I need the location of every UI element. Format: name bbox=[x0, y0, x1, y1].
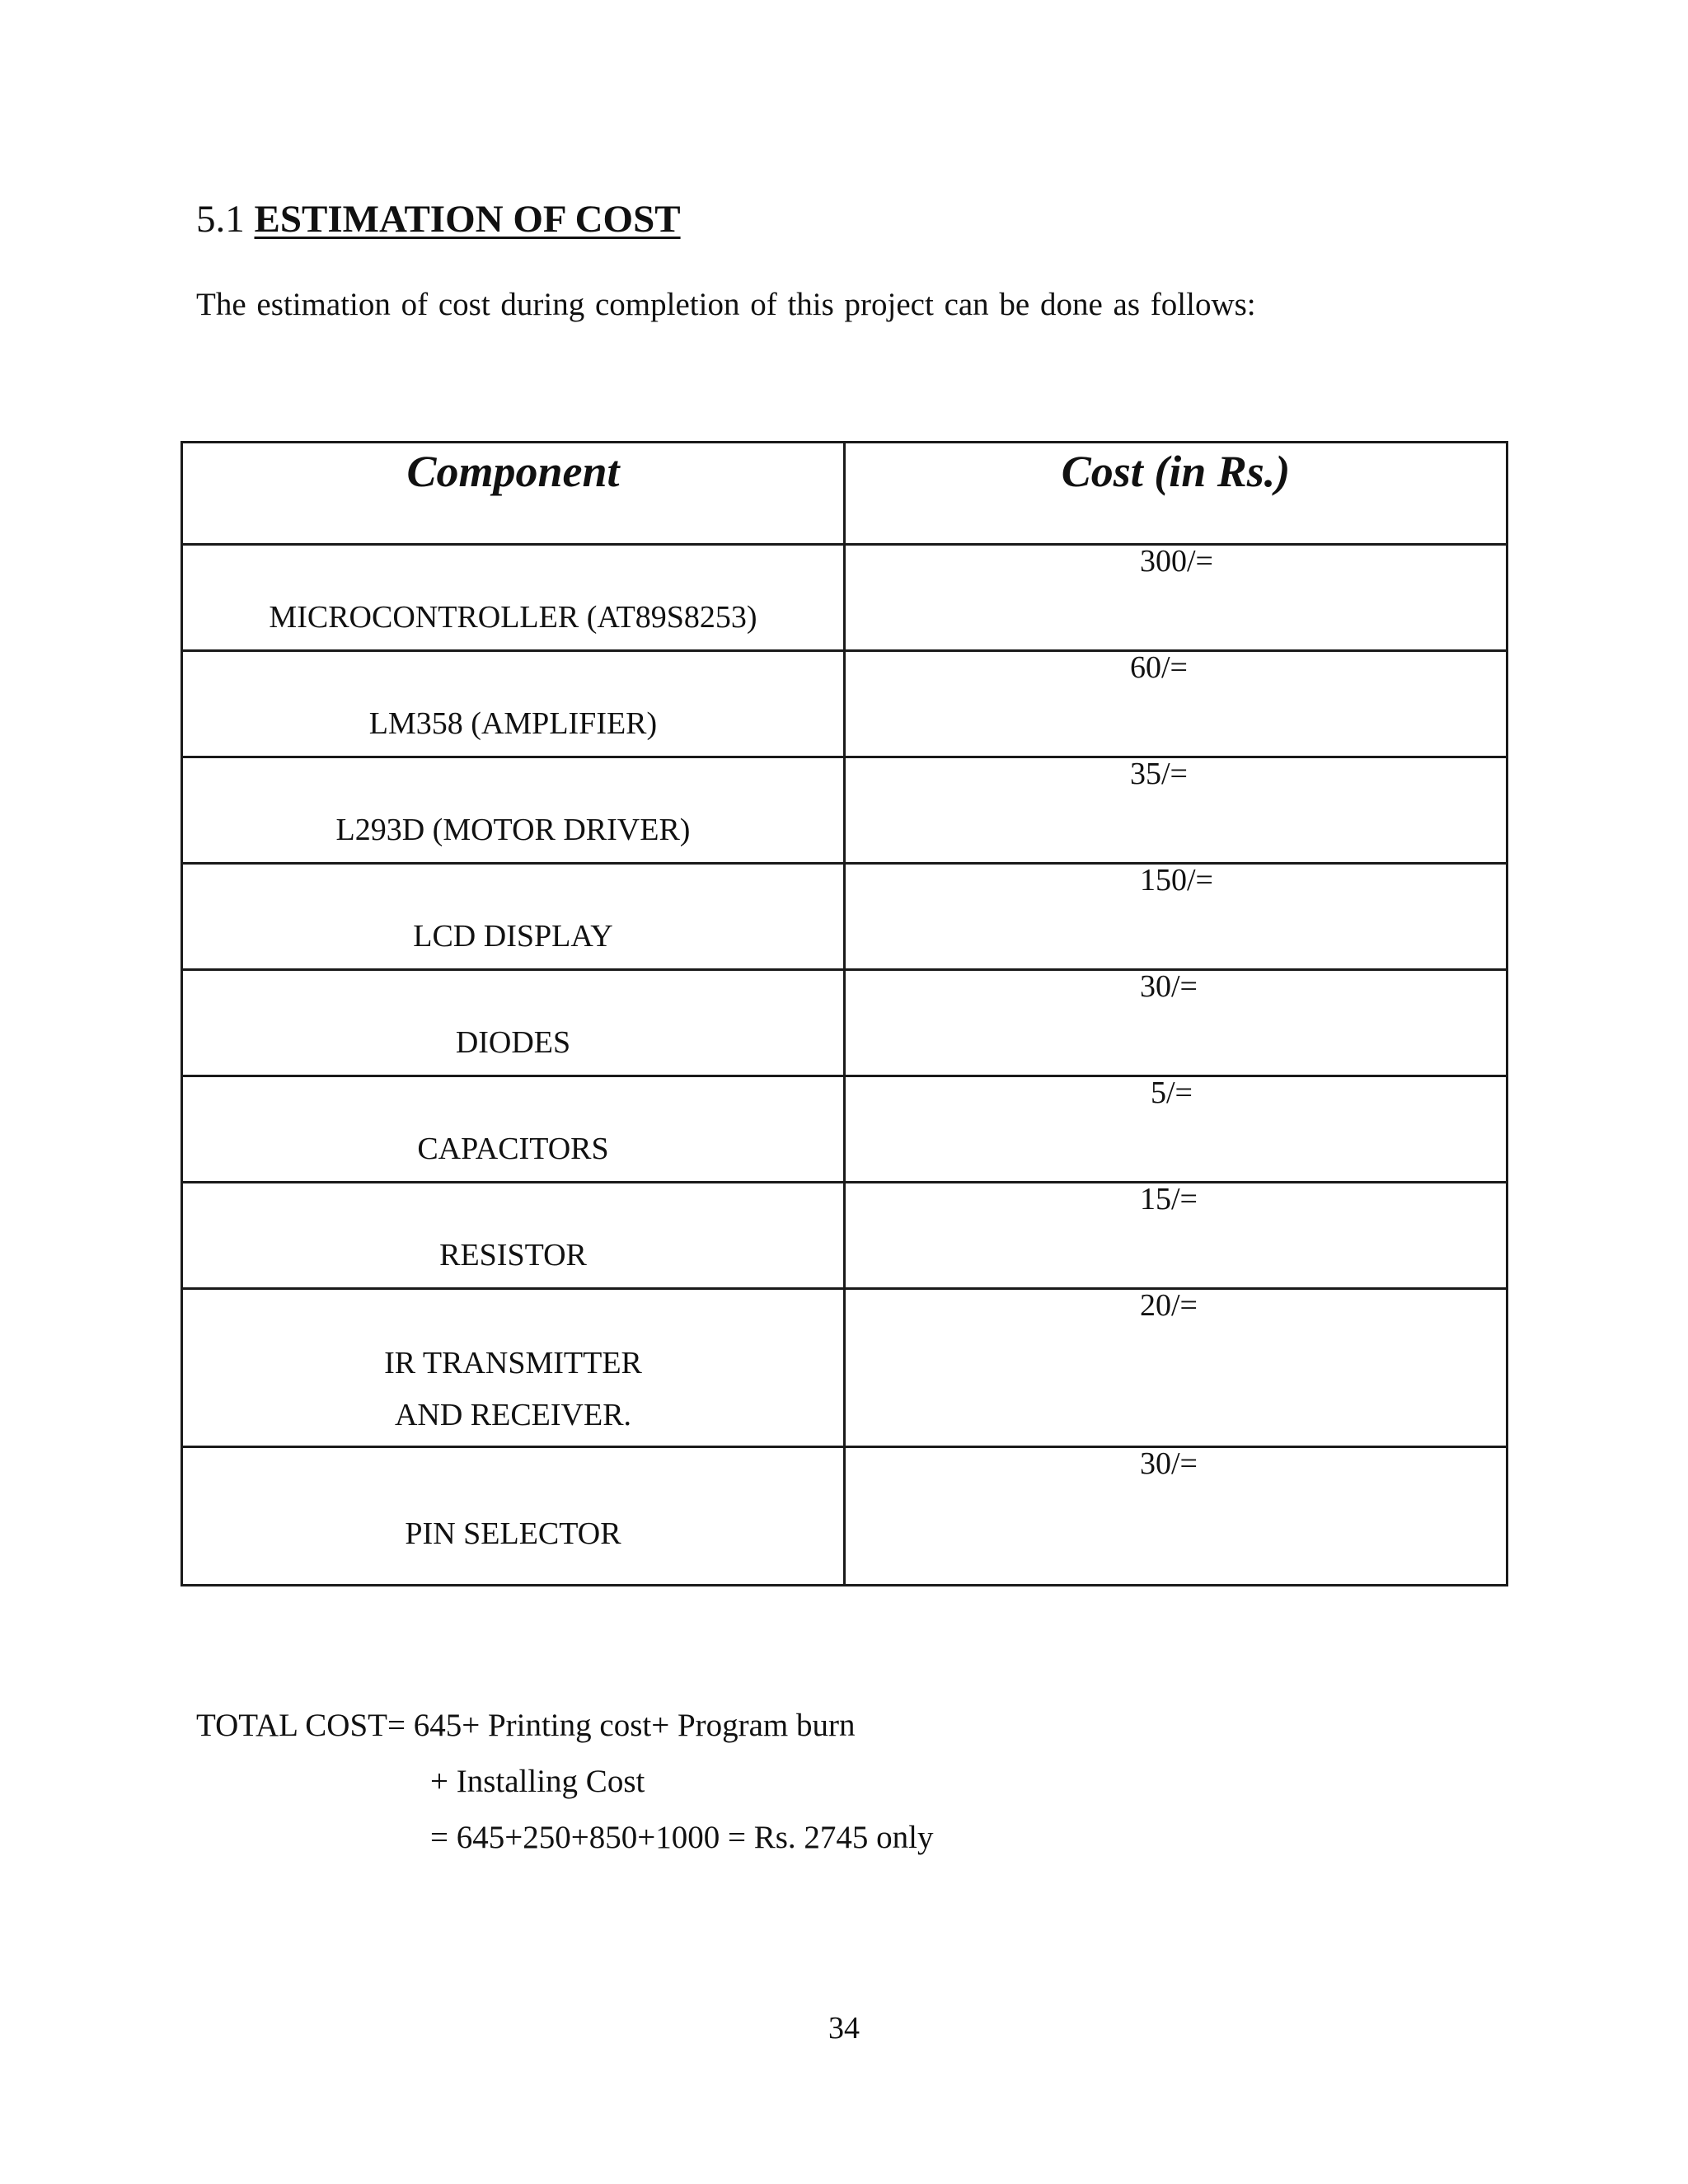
table-row bbox=[182, 545, 1507, 651]
cost-value: 35/= bbox=[1130, 757, 1188, 791]
table-row bbox=[182, 757, 1507, 864]
cost-cell bbox=[845, 970, 1507, 1076]
component-cell bbox=[182, 545, 845, 651]
header-component bbox=[182, 443, 845, 545]
component-cell bbox=[182, 1447, 845, 1586]
table-row bbox=[182, 864, 1507, 970]
component-name: PIN SELECTOR bbox=[405, 1516, 621, 1551]
component-cell bbox=[182, 757, 845, 864]
cost-cell bbox=[845, 757, 1507, 864]
page-number: 34 bbox=[828, 2011, 860, 2046]
component-cell bbox=[182, 1183, 845, 1289]
component-cell bbox=[182, 970, 845, 1076]
cost-value: 60/= bbox=[1130, 650, 1188, 685]
cost-cell bbox=[845, 1076, 1507, 1183]
component-cell bbox=[182, 1076, 845, 1183]
cost-cell bbox=[845, 651, 1507, 757]
total-line-1: TOTAL COST= 645+ Printing cost+ Program burn bbox=[196, 1708, 856, 1743]
table-row bbox=[182, 1076, 1507, 1183]
table-row bbox=[182, 1183, 1507, 1289]
cost-cell bbox=[845, 545, 1507, 651]
cost-value: 30/= bbox=[1140, 969, 1198, 1004]
component-name-line: AND RECEIVER. bbox=[394, 1398, 632, 1432]
component-name: LM358 (AMPLIFIER) bbox=[368, 706, 658, 741]
section-heading bbox=[196, 194, 681, 244]
total-line-3: = 645+250+850+1000 = Rs. 2745 only bbox=[430, 1820, 934, 1855]
intro-paragraph: The estimation of cost during completion of this project can be done as follows: bbox=[196, 287, 1256, 322]
header-cost bbox=[845, 443, 1507, 545]
component-cell bbox=[182, 651, 845, 757]
component-name: DIODES bbox=[455, 1025, 571, 1060]
cost-cell bbox=[845, 864, 1507, 970]
component-cell bbox=[182, 1289, 845, 1447]
component-name: MICROCONTROLLER (AT89S8253) bbox=[269, 600, 757, 635]
component-cell bbox=[182, 864, 845, 970]
table-row bbox=[182, 1289, 1507, 1447]
section-title: ESTIMATION OF COST bbox=[254, 198, 681, 241]
section-number: 5.1 bbox=[196, 198, 245, 241]
table-row bbox=[182, 651, 1507, 757]
component-name-line: IR TRANSMITTER bbox=[384, 1346, 642, 1380]
total-cost-block bbox=[196, 1698, 934, 1866]
cost-value: 15/= bbox=[1140, 1182, 1198, 1216]
component-name: RESISTOR bbox=[439, 1238, 587, 1272]
cost-cell bbox=[845, 1447, 1507, 1586]
cost-value: 5/= bbox=[1151, 1076, 1193, 1110]
total-line-2: + Installing Cost bbox=[430, 1764, 645, 1799]
table-header-row bbox=[182, 443, 1507, 545]
cost-table bbox=[181, 441, 1508, 1586]
cost-cell bbox=[845, 1183, 1507, 1289]
cost-value: 20/= bbox=[1140, 1288, 1198, 1323]
table-row bbox=[182, 970, 1507, 1076]
cost-value: 150/= bbox=[1140, 863, 1213, 898]
cost-value: 300/= bbox=[1140, 544, 1213, 579]
header-cost-label: Cost (in Rs.) bbox=[1061, 447, 1291, 496]
component-name: LCD DISPLAY bbox=[413, 919, 613, 954]
cost-cell bbox=[845, 1289, 1507, 1447]
component-name: CAPACITORS bbox=[417, 1132, 609, 1166]
table-row bbox=[182, 1447, 1507, 1586]
header-component-label: Component bbox=[406, 447, 620, 496]
component-name: L293D (MOTOR DRIVER) bbox=[335, 813, 691, 847]
cost-value: 30/= bbox=[1140, 1446, 1198, 1481]
